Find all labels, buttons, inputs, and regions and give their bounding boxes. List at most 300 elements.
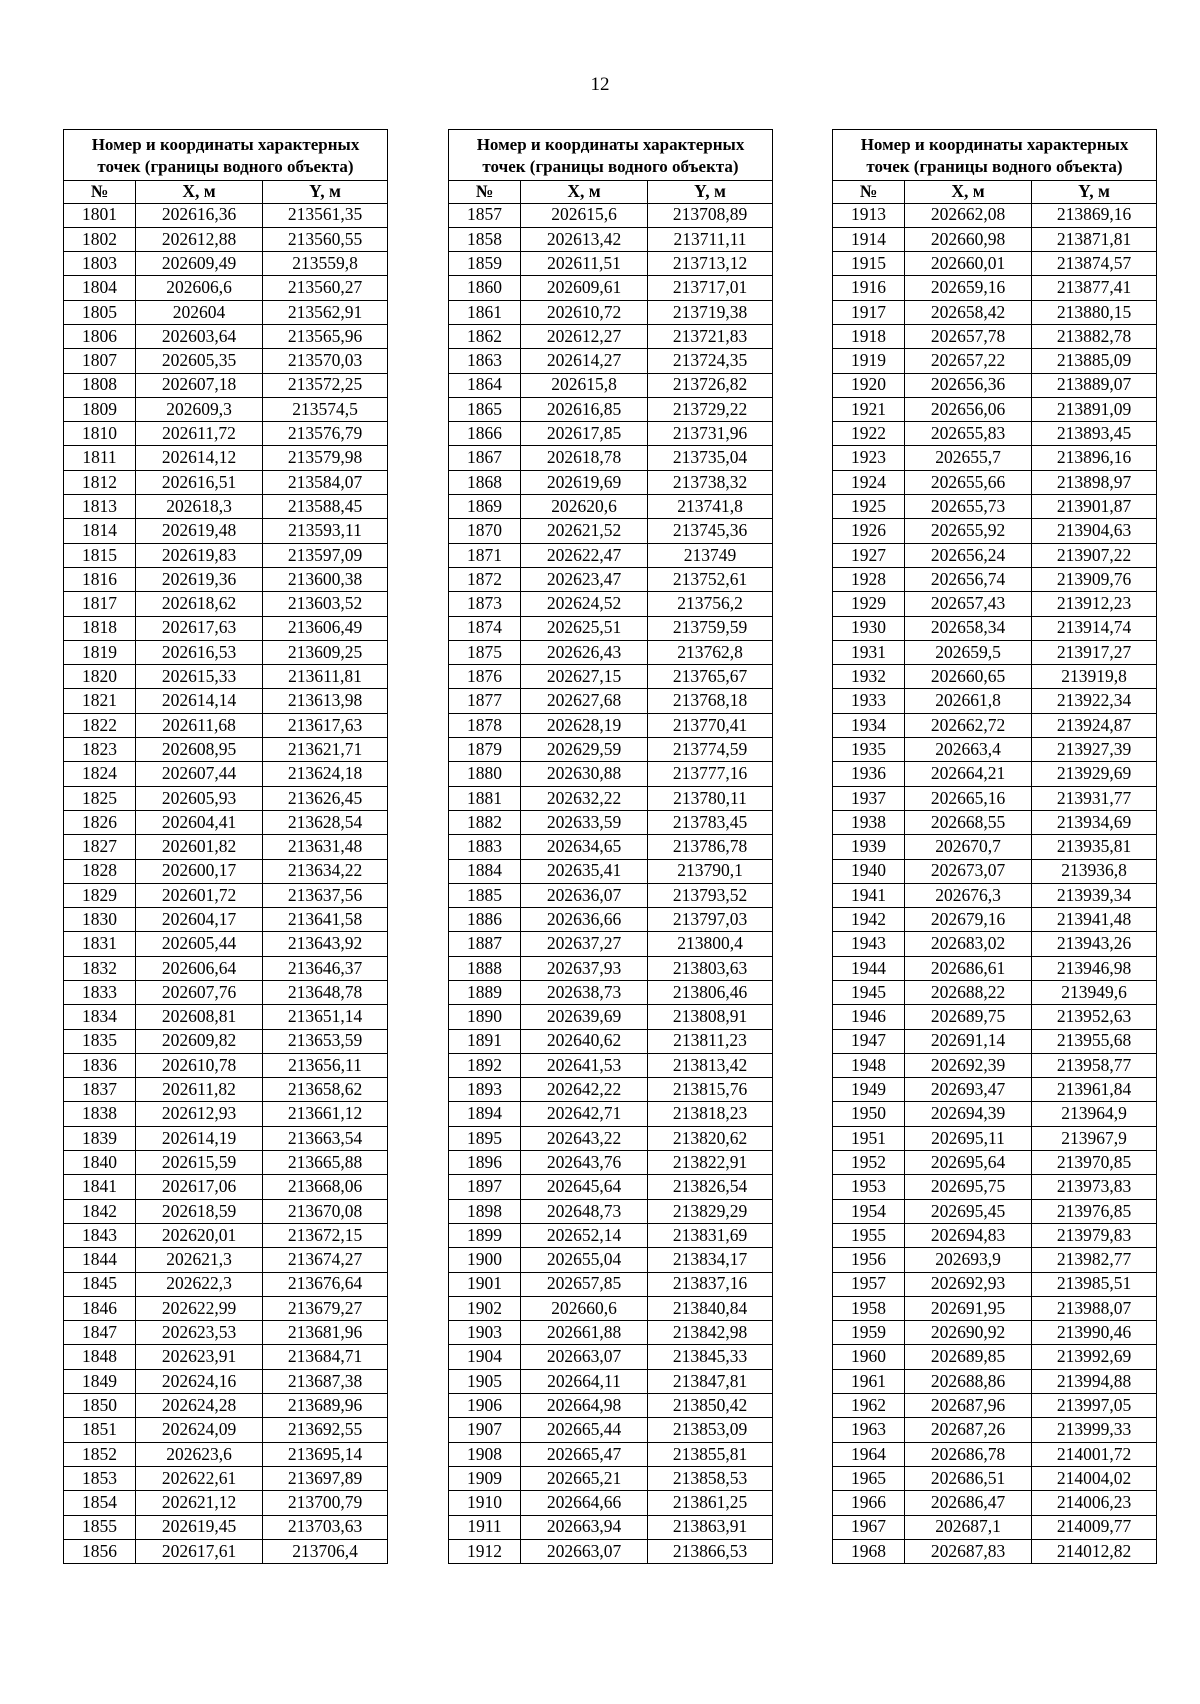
x-coordinate-cell: 202664,21 bbox=[905, 762, 1032, 786]
point-number-cell: 1932 bbox=[833, 665, 905, 689]
y-coordinate-cell: 213858,53 bbox=[648, 1466, 773, 1490]
point-number-cell: 1960 bbox=[833, 1345, 905, 1369]
point-number-cell: 1933 bbox=[833, 689, 905, 713]
table-row bbox=[833, 252, 1157, 276]
table-row bbox=[64, 1442, 388, 1466]
x-coordinate-cell: 202622,3 bbox=[136, 1272, 263, 1296]
point-number-cell: 1957 bbox=[833, 1272, 905, 1296]
table-row bbox=[64, 470, 388, 494]
table-row bbox=[64, 1175, 388, 1199]
table-row bbox=[449, 1515, 773, 1539]
y-coordinate-cell: 213939,34 bbox=[1032, 883, 1157, 907]
point-number-cell: 1866 bbox=[449, 422, 521, 446]
table-row bbox=[64, 1126, 388, 1150]
point-number-cell: 1827 bbox=[64, 835, 136, 859]
y-coordinate-cell: 213853,09 bbox=[648, 1418, 773, 1442]
point-number-cell: 1893 bbox=[449, 1078, 521, 1102]
y-coordinate-cell: 213656,11 bbox=[263, 1053, 388, 1077]
point-number-cell: 1930 bbox=[833, 616, 905, 640]
table-row bbox=[64, 859, 388, 883]
point-number-cell: 1808 bbox=[64, 373, 136, 397]
y-coordinate-cell: 213579,98 bbox=[263, 446, 388, 470]
x-coordinate-cell: 202616,36 bbox=[136, 203, 263, 227]
y-coordinate-cell: 213847,81 bbox=[648, 1369, 773, 1393]
point-number-cell: 1809 bbox=[64, 397, 136, 421]
table-row bbox=[64, 1539, 388, 1563]
y-coordinate-cell: 213713,12 bbox=[648, 252, 773, 276]
point-number-cell: 1968 bbox=[833, 1539, 905, 1563]
x-coordinate-cell: 202655,04 bbox=[521, 1248, 648, 1272]
point-number-cell: 1890 bbox=[449, 1005, 521, 1029]
table-row bbox=[64, 1029, 388, 1053]
y-coordinate-cell: 214006,23 bbox=[1032, 1491, 1157, 1515]
y-coordinate-cell: 213979,83 bbox=[1032, 1223, 1157, 1247]
table-row bbox=[833, 1369, 1157, 1393]
point-number-cell: 1895 bbox=[449, 1126, 521, 1150]
x-coordinate-cell: 202642,22 bbox=[521, 1078, 648, 1102]
x-coordinate-cell: 202629,59 bbox=[521, 738, 648, 762]
table-row bbox=[449, 397, 773, 421]
point-number-cell: 1951 bbox=[833, 1126, 905, 1150]
table-row bbox=[64, 786, 388, 810]
x-coordinate-cell: 202633,59 bbox=[521, 810, 648, 834]
y-coordinate-cell: 213626,45 bbox=[263, 786, 388, 810]
table-row bbox=[833, 276, 1157, 300]
x-coordinate-cell: 202695,11 bbox=[905, 1126, 1032, 1150]
x-coordinate-cell: 202656,74 bbox=[905, 567, 1032, 591]
y-coordinate-cell: 213834,17 bbox=[648, 1248, 773, 1272]
x-coordinate-cell: 202608,95 bbox=[136, 738, 263, 762]
x-coordinate-cell: 202655,83 bbox=[905, 422, 1032, 446]
y-coordinate-cell: 213869,16 bbox=[1032, 203, 1157, 227]
table-row bbox=[833, 762, 1157, 786]
x-coordinate-cell: 202626,43 bbox=[521, 640, 648, 664]
table-row bbox=[449, 835, 773, 859]
y-coordinate-cell: 213970,85 bbox=[1032, 1151, 1157, 1175]
y-coordinate-cell: 213967,9 bbox=[1032, 1126, 1157, 1150]
y-coordinate-cell: 213692,55 bbox=[263, 1418, 388, 1442]
x-coordinate-cell: 202624,16 bbox=[136, 1369, 263, 1393]
point-number-cell: 1855 bbox=[64, 1515, 136, 1539]
table-row bbox=[64, 203, 388, 227]
table-row bbox=[833, 1053, 1157, 1077]
point-number-cell: 1956 bbox=[833, 1248, 905, 1272]
table-row bbox=[449, 1248, 773, 1272]
x-coordinate-cell: 202663,07 bbox=[521, 1539, 648, 1563]
point-number-cell: 1921 bbox=[833, 397, 905, 421]
point-number-cell: 1840 bbox=[64, 1151, 136, 1175]
x-coordinate-cell: 202692,39 bbox=[905, 1053, 1032, 1077]
x-coordinate-cell: 202695,75 bbox=[905, 1175, 1032, 1199]
x-coordinate-cell: 202617,85 bbox=[521, 422, 648, 446]
point-number-cell: 1910 bbox=[449, 1491, 521, 1515]
table-row bbox=[64, 252, 388, 276]
y-coordinate-cell: 214004,02 bbox=[1032, 1466, 1157, 1490]
y-coordinate-cell: 213946,98 bbox=[1032, 956, 1157, 980]
point-number-cell: 1917 bbox=[833, 300, 905, 324]
x-coordinate-cell: 202622,99 bbox=[136, 1296, 263, 1320]
table-row bbox=[64, 1102, 388, 1126]
table-row bbox=[833, 1126, 1157, 1150]
y-coordinate-cell: 213719,38 bbox=[648, 300, 773, 324]
column-header-y: Y, м bbox=[648, 180, 773, 203]
point-number-cell: 1943 bbox=[833, 932, 905, 956]
table-row bbox=[833, 713, 1157, 737]
y-coordinate-cell: 213840,84 bbox=[648, 1296, 773, 1320]
table-row bbox=[833, 1005, 1157, 1029]
point-number-cell: 1925 bbox=[833, 495, 905, 519]
x-coordinate-cell: 202616,53 bbox=[136, 640, 263, 664]
point-number-cell: 1816 bbox=[64, 567, 136, 591]
point-number-cell: 1942 bbox=[833, 908, 905, 932]
point-number-cell: 1965 bbox=[833, 1466, 905, 1490]
point-number-cell: 1877 bbox=[449, 689, 521, 713]
table-row bbox=[833, 592, 1157, 616]
x-coordinate-cell: 202673,07 bbox=[905, 859, 1032, 883]
x-coordinate-cell: 202686,78 bbox=[905, 1442, 1032, 1466]
point-number-cell: 1807 bbox=[64, 349, 136, 373]
point-number-cell: 1919 bbox=[833, 349, 905, 373]
table-row bbox=[449, 713, 773, 737]
point-number-cell: 1821 bbox=[64, 689, 136, 713]
x-coordinate-cell: 202693,9 bbox=[905, 1248, 1032, 1272]
x-coordinate-cell: 202691,95 bbox=[905, 1296, 1032, 1320]
table-row bbox=[833, 373, 1157, 397]
y-coordinate-cell: 213653,59 bbox=[263, 1029, 388, 1053]
point-number-cell: 1879 bbox=[449, 738, 521, 762]
point-number-cell: 1947 bbox=[833, 1029, 905, 1053]
table-row bbox=[64, 349, 388, 373]
table-row bbox=[64, 1418, 388, 1442]
table-row bbox=[64, 762, 388, 786]
table-row bbox=[833, 1296, 1157, 1320]
point-number-cell: 1841 bbox=[64, 1175, 136, 1199]
x-coordinate-cell: 202611,82 bbox=[136, 1078, 263, 1102]
x-coordinate-cell: 202618,62 bbox=[136, 592, 263, 616]
y-coordinate-cell: 213768,18 bbox=[648, 689, 773, 713]
y-coordinate-cell: 213759,59 bbox=[648, 616, 773, 640]
y-coordinate-cell: 213855,81 bbox=[648, 1442, 773, 1466]
x-coordinate-cell: 202657,85 bbox=[521, 1272, 648, 1296]
x-coordinate-cell: 202686,47 bbox=[905, 1491, 1032, 1515]
x-coordinate-cell: 202623,91 bbox=[136, 1345, 263, 1369]
x-coordinate-cell: 202688,86 bbox=[905, 1369, 1032, 1393]
point-number-cell: 1905 bbox=[449, 1369, 521, 1393]
x-coordinate-cell: 202618,3 bbox=[136, 495, 263, 519]
point-number-cell: 1834 bbox=[64, 1005, 136, 1029]
point-number-cell: 1916 bbox=[833, 276, 905, 300]
table-row bbox=[449, 495, 773, 519]
x-coordinate-cell: 202662,72 bbox=[905, 713, 1032, 737]
y-coordinate-cell: 213611,81 bbox=[263, 665, 388, 689]
y-coordinate-cell: 213917,27 bbox=[1032, 640, 1157, 664]
y-coordinate-cell: 213829,29 bbox=[648, 1199, 773, 1223]
y-coordinate-cell: 213687,38 bbox=[263, 1369, 388, 1393]
y-coordinate-cell: 213593,11 bbox=[263, 519, 388, 543]
table-row bbox=[833, 689, 1157, 713]
y-coordinate-cell: 213815,76 bbox=[648, 1078, 773, 1102]
table-body bbox=[833, 203, 1157, 1564]
x-coordinate-cell: 202660,01 bbox=[905, 252, 1032, 276]
x-coordinate-cell: 202611,51 bbox=[521, 252, 648, 276]
point-number-cell: 1850 bbox=[64, 1394, 136, 1418]
x-coordinate-cell: 202670,7 bbox=[905, 835, 1032, 859]
x-coordinate-cell: 202615,6 bbox=[521, 203, 648, 227]
table-row bbox=[449, 1394, 773, 1418]
x-coordinate-cell: 202608,81 bbox=[136, 1005, 263, 1029]
point-number-cell: 1835 bbox=[64, 1029, 136, 1053]
x-coordinate-cell: 202643,22 bbox=[521, 1126, 648, 1150]
column-header-y: Y, м bbox=[1032, 180, 1157, 203]
y-coordinate-cell: 213929,69 bbox=[1032, 762, 1157, 786]
x-coordinate-cell: 202600,17 bbox=[136, 859, 263, 883]
x-coordinate-cell: 202665,47 bbox=[521, 1442, 648, 1466]
table-row bbox=[64, 300, 388, 324]
point-number-cell: 1812 bbox=[64, 470, 136, 494]
y-coordinate-cell: 213976,85 bbox=[1032, 1199, 1157, 1223]
x-coordinate-cell: 202614,14 bbox=[136, 689, 263, 713]
point-number-cell: 1818 bbox=[64, 616, 136, 640]
point-number-cell: 1961 bbox=[833, 1369, 905, 1393]
table-row bbox=[449, 786, 773, 810]
x-coordinate-cell: 202609,82 bbox=[136, 1029, 263, 1053]
y-coordinate-cell: 213988,07 bbox=[1032, 1296, 1157, 1320]
x-coordinate-cell: 202624,09 bbox=[136, 1418, 263, 1442]
table-row bbox=[449, 1199, 773, 1223]
y-coordinate-cell: 213665,88 bbox=[263, 1151, 388, 1175]
point-number-cell: 1896 bbox=[449, 1151, 521, 1175]
point-number-cell: 1881 bbox=[449, 786, 521, 810]
table-row bbox=[64, 932, 388, 956]
y-coordinate-cell: 213560,55 bbox=[263, 227, 388, 251]
table-row bbox=[64, 640, 388, 664]
table-row bbox=[449, 470, 773, 494]
point-number-cell: 1884 bbox=[449, 859, 521, 883]
y-coordinate-cell: 213726,82 bbox=[648, 373, 773, 397]
point-number-cell: 1852 bbox=[64, 1442, 136, 1466]
point-number-cell: 1843 bbox=[64, 1223, 136, 1247]
y-coordinate-cell: 213919,8 bbox=[1032, 665, 1157, 689]
point-number-cell: 1830 bbox=[64, 908, 136, 932]
x-coordinate-cell: 202688,22 bbox=[905, 981, 1032, 1005]
x-coordinate-cell: 202636,07 bbox=[521, 883, 648, 907]
y-coordinate-cell: 213752,61 bbox=[648, 567, 773, 591]
point-number-cell: 1865 bbox=[449, 397, 521, 421]
table-row bbox=[449, 1466, 773, 1490]
point-number-cell: 1859 bbox=[449, 252, 521, 276]
table-row bbox=[64, 883, 388, 907]
y-coordinate-cell: 213745,36 bbox=[648, 519, 773, 543]
x-coordinate-cell: 202604,41 bbox=[136, 810, 263, 834]
y-coordinate-cell: 213826,54 bbox=[648, 1175, 773, 1199]
column-header-number: № bbox=[64, 180, 136, 203]
table-row bbox=[64, 276, 388, 300]
coordinates-table-1 bbox=[63, 129, 388, 1564]
x-coordinate-cell: 202610,78 bbox=[136, 1053, 263, 1077]
x-coordinate-cell: 202691,14 bbox=[905, 1029, 1032, 1053]
point-number-cell: 1909 bbox=[449, 1466, 521, 1490]
x-coordinate-cell: 202695,64 bbox=[905, 1151, 1032, 1175]
y-coordinate-cell: 213672,15 bbox=[263, 1223, 388, 1247]
y-coordinate-cell: 213663,54 bbox=[263, 1126, 388, 1150]
y-coordinate-cell: 213561,35 bbox=[263, 203, 388, 227]
point-number-cell: 1869 bbox=[449, 495, 521, 519]
table-row bbox=[833, 1418, 1157, 1442]
y-coordinate-cell: 213670,08 bbox=[263, 1199, 388, 1223]
y-coordinate-cell: 213845,33 bbox=[648, 1345, 773, 1369]
table-row bbox=[833, 835, 1157, 859]
point-number-cell: 1944 bbox=[833, 956, 905, 980]
table-row bbox=[449, 543, 773, 567]
y-coordinate-cell: 213973,83 bbox=[1032, 1175, 1157, 1199]
x-coordinate-cell: 202615,59 bbox=[136, 1151, 263, 1175]
table-row bbox=[833, 1321, 1157, 1345]
point-number-cell: 1924 bbox=[833, 470, 905, 494]
y-coordinate-cell: 213891,09 bbox=[1032, 397, 1157, 421]
x-coordinate-cell: 202610,72 bbox=[521, 300, 648, 324]
point-number-cell: 1849 bbox=[64, 1369, 136, 1393]
y-coordinate-cell: 213570,03 bbox=[263, 349, 388, 373]
x-coordinate-cell: 202686,61 bbox=[905, 956, 1032, 980]
x-coordinate-cell: 202628,19 bbox=[521, 713, 648, 737]
point-number-cell: 1862 bbox=[449, 324, 521, 348]
table-row bbox=[833, 1394, 1157, 1418]
y-coordinate-cell: 213949,6 bbox=[1032, 981, 1157, 1005]
table-row bbox=[64, 1345, 388, 1369]
table-row bbox=[833, 300, 1157, 324]
y-coordinate-cell: 213806,46 bbox=[648, 981, 773, 1005]
table-row bbox=[449, 1369, 773, 1393]
point-number-cell: 1858 bbox=[449, 227, 521, 251]
point-number-cell: 1857 bbox=[449, 203, 521, 227]
point-number-cell: 1864 bbox=[449, 373, 521, 397]
page-number: 12 bbox=[590, 74, 610, 95]
table-row bbox=[833, 470, 1157, 494]
x-coordinate-cell: 202645,64 bbox=[521, 1175, 648, 1199]
table-row bbox=[833, 1491, 1157, 1515]
table-row bbox=[64, 227, 388, 251]
y-coordinate-cell: 213936,8 bbox=[1032, 859, 1157, 883]
table-row bbox=[833, 908, 1157, 932]
table-row bbox=[64, 665, 388, 689]
x-coordinate-cell: 202687,83 bbox=[905, 1539, 1032, 1563]
point-number-cell: 1803 bbox=[64, 252, 136, 276]
x-coordinate-cell: 202664,66 bbox=[521, 1491, 648, 1515]
table-row bbox=[833, 1199, 1157, 1223]
table-row bbox=[449, 1126, 773, 1150]
x-coordinate-cell: 202605,35 bbox=[136, 349, 263, 373]
table-row bbox=[449, 252, 773, 276]
table-row bbox=[833, 203, 1157, 227]
y-coordinate-cell: 213880,15 bbox=[1032, 300, 1157, 324]
y-coordinate-cell: 213800,4 bbox=[648, 932, 773, 956]
point-number-cell: 1847 bbox=[64, 1321, 136, 1345]
x-coordinate-cell: 202687,26 bbox=[905, 1418, 1032, 1442]
x-coordinate-cell: 202655,92 bbox=[905, 519, 1032, 543]
y-coordinate-cell: 213790,1 bbox=[648, 859, 773, 883]
y-coordinate-cell: 213934,69 bbox=[1032, 810, 1157, 834]
y-coordinate-cell: 213559,8 bbox=[263, 252, 388, 276]
point-number-cell: 1940 bbox=[833, 859, 905, 883]
table-row bbox=[449, 1078, 773, 1102]
point-number-cell: 1810 bbox=[64, 422, 136, 446]
column-header-number: № bbox=[833, 180, 905, 203]
y-coordinate-cell: 213560,27 bbox=[263, 276, 388, 300]
y-coordinate-cell: 213874,57 bbox=[1032, 252, 1157, 276]
x-coordinate-cell: 202655,66 bbox=[905, 470, 1032, 494]
table-row bbox=[64, 397, 388, 421]
table-row bbox=[833, 519, 1157, 543]
y-coordinate-cell: 213762,8 bbox=[648, 640, 773, 664]
x-coordinate-cell: 202658,34 bbox=[905, 616, 1032, 640]
y-coordinate-cell: 213735,04 bbox=[648, 446, 773, 470]
point-number-cell: 1962 bbox=[833, 1394, 905, 1418]
y-coordinate-cell: 213958,77 bbox=[1032, 1053, 1157, 1077]
table-row bbox=[449, 567, 773, 591]
table-row bbox=[449, 908, 773, 932]
point-number-cell: 1926 bbox=[833, 519, 905, 543]
x-coordinate-cell: 202687,96 bbox=[905, 1394, 1032, 1418]
x-coordinate-cell: 202637,27 bbox=[521, 932, 648, 956]
table-row bbox=[449, 883, 773, 907]
point-number-cell: 1882 bbox=[449, 810, 521, 834]
x-coordinate-cell: 202621,52 bbox=[521, 519, 648, 543]
y-coordinate-cell: 213935,81 bbox=[1032, 835, 1157, 859]
table-row bbox=[449, 932, 773, 956]
point-number-cell: 1918 bbox=[833, 324, 905, 348]
y-coordinate-cell: 213909,76 bbox=[1032, 567, 1157, 591]
x-coordinate-cell: 202627,15 bbox=[521, 665, 648, 689]
point-number-cell: 1958 bbox=[833, 1296, 905, 1320]
y-coordinate-cell: 213982,77 bbox=[1032, 1248, 1157, 1272]
x-coordinate-cell: 202657,43 bbox=[905, 592, 1032, 616]
y-coordinate-cell: 213955,68 bbox=[1032, 1029, 1157, 1053]
x-coordinate-cell: 202661,8 bbox=[905, 689, 1032, 713]
x-coordinate-cell: 202614,12 bbox=[136, 446, 263, 470]
x-coordinate-cell: 202604,17 bbox=[136, 908, 263, 932]
x-coordinate-cell: 202639,69 bbox=[521, 1005, 648, 1029]
point-number-cell: 1817 bbox=[64, 592, 136, 616]
point-number-cell: 1801 bbox=[64, 203, 136, 227]
y-coordinate-cell: 214009,77 bbox=[1032, 1515, 1157, 1539]
point-number-cell: 1806 bbox=[64, 324, 136, 348]
y-coordinate-cell: 213907,22 bbox=[1032, 543, 1157, 567]
table-row bbox=[449, 324, 773, 348]
table-row bbox=[449, 1151, 773, 1175]
point-number-cell: 1894 bbox=[449, 1102, 521, 1126]
y-coordinate-cell: 213797,03 bbox=[648, 908, 773, 932]
y-coordinate-cell: 213628,54 bbox=[263, 810, 388, 834]
y-coordinate-cell: 213898,97 bbox=[1032, 470, 1157, 494]
table-row bbox=[449, 859, 773, 883]
point-number-cell: 1876 bbox=[449, 665, 521, 689]
y-coordinate-cell: 213631,48 bbox=[263, 835, 388, 859]
table-row bbox=[449, 1175, 773, 1199]
x-coordinate-cell: 202648,73 bbox=[521, 1199, 648, 1223]
x-coordinate-cell: 202656,06 bbox=[905, 397, 1032, 421]
x-coordinate-cell: 202616,51 bbox=[136, 470, 263, 494]
x-coordinate-cell: 202660,6 bbox=[521, 1296, 648, 1320]
y-coordinate-cell: 213783,45 bbox=[648, 810, 773, 834]
point-number-cell: 1860 bbox=[449, 276, 521, 300]
x-coordinate-cell: 202623,6 bbox=[136, 1442, 263, 1466]
coordinates-table-3 bbox=[832, 129, 1157, 1564]
table-title: Номер и координаты характерных точек (границы водного объекта) bbox=[64, 130, 388, 181]
point-number-cell: 1904 bbox=[449, 1345, 521, 1369]
table-row bbox=[833, 1515, 1157, 1539]
y-coordinate-cell: 213820,62 bbox=[648, 1126, 773, 1150]
table-row bbox=[64, 1005, 388, 1029]
